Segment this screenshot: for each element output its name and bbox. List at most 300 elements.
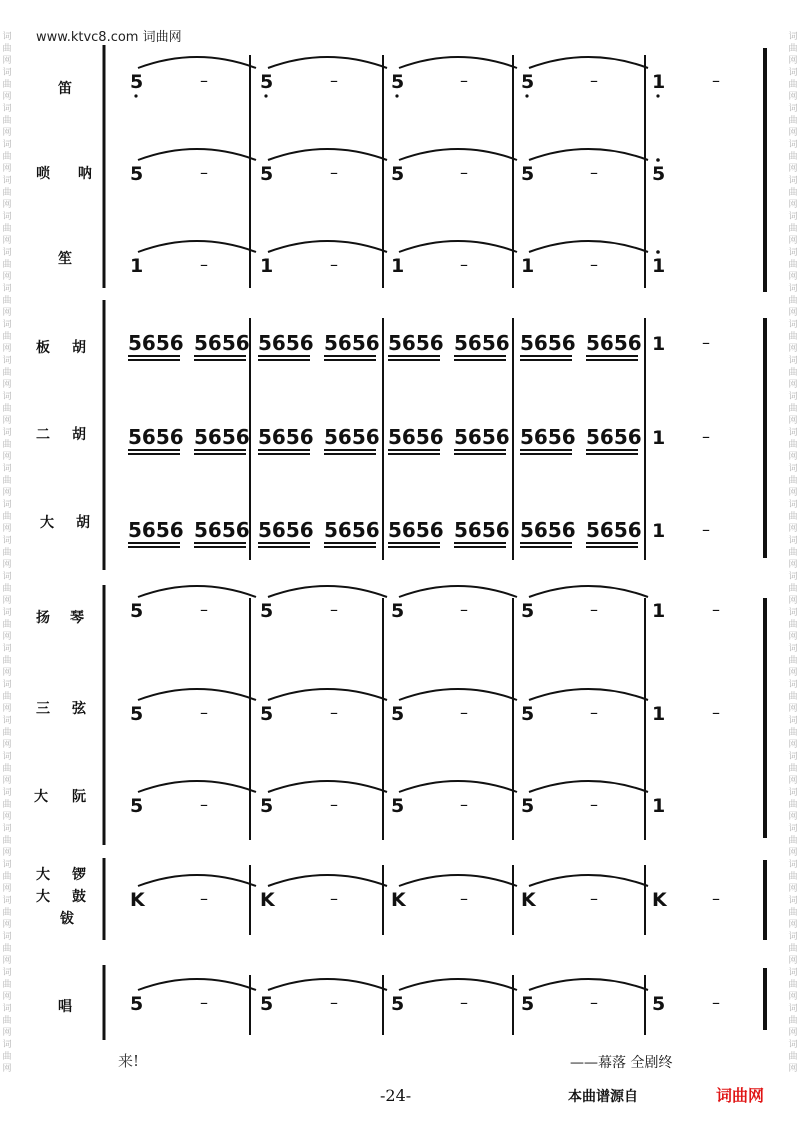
- note-1: 1: [652, 520, 666, 542]
- note-5: 5: [130, 600, 144, 622]
- label-dahu-2: 胡: [76, 515, 90, 531]
- watermark-char: 曲: [788, 511, 798, 521]
- source-label: 本曲谱源自: [568, 1089, 638, 1105]
- watermark-char: 词: [788, 715, 798, 725]
- sustain-dash: –: [590, 993, 598, 1012]
- octave-dot-low: [134, 94, 137, 97]
- note-5: 5: [521, 795, 535, 817]
- sustain-dash: –: [460, 795, 468, 814]
- note-5: 5: [260, 600, 274, 622]
- note-1: 1: [521, 255, 535, 277]
- watermark-char: 网: [2, 307, 12, 317]
- watermark-char: 曲: [788, 79, 798, 89]
- sustain-dash: –: [200, 703, 208, 722]
- watermark-char: 词: [788, 535, 798, 545]
- watermark-char: 曲: [2, 907, 12, 917]
- watermark-char: 曲: [788, 475, 798, 485]
- label-banhu-2: 胡: [72, 340, 86, 356]
- watermark-char: 词: [2, 823, 12, 833]
- watermark-char: 网: [2, 811, 12, 821]
- note-run: 5656: [586, 331, 642, 355]
- watermark-char: 词: [788, 355, 798, 365]
- watermark-char: 网: [2, 883, 12, 893]
- watermark-char: 曲: [2, 691, 12, 701]
- sustain-dash: –: [460, 703, 468, 722]
- watermark-char: 网: [788, 451, 798, 461]
- watermark-char: 词: [2, 247, 12, 257]
- watermark-char: 词: [788, 175, 798, 185]
- label-suona-1: 唢: [36, 166, 50, 182]
- watermark-char: 网: [788, 667, 798, 677]
- tie-arc: [529, 781, 648, 792]
- sustain-dash: –: [712, 703, 720, 722]
- watermark-char: 曲: [2, 799, 12, 809]
- watermark-char: 网: [788, 811, 798, 821]
- watermark-char: 网: [788, 271, 798, 281]
- note-1: 1: [652, 255, 666, 277]
- label-daluo-2: 锣: [72, 867, 86, 883]
- note-run: 5656: [258, 518, 314, 542]
- note-5: 5: [130, 795, 144, 817]
- brand-logo[interactable]: 词曲网: [716, 1086, 765, 1105]
- sustain-dash: –: [200, 163, 208, 182]
- watermark-char: 网: [788, 343, 798, 353]
- tie-arc: [268, 979, 387, 990]
- watermark-char: 曲: [788, 655, 798, 665]
- sustain-dash: –: [590, 600, 598, 619]
- watermark-char: 词: [788, 787, 798, 797]
- watermark-char: 网: [788, 919, 798, 929]
- watermark-char: 曲: [788, 619, 798, 629]
- watermark-char: 网: [788, 163, 798, 173]
- watermark-char: 曲: [788, 115, 798, 125]
- tie-arc: [399, 781, 517, 792]
- note-run: 5656: [258, 331, 314, 355]
- note-run: 5656: [520, 518, 576, 542]
- label-banhu-1: 板: [36, 340, 50, 356]
- tie-arc: [138, 689, 256, 700]
- label-erhu-1: 二: [36, 427, 50, 443]
- watermark-char: 网: [788, 55, 798, 65]
- tie-arc: [268, 689, 387, 700]
- octave-dot-high: [656, 250, 660, 254]
- watermark-char: 词: [788, 607, 798, 617]
- watermark-char: 网: [788, 739, 798, 749]
- note-5: 5: [521, 71, 535, 93]
- watermark-char: 曲: [2, 871, 12, 881]
- watermark-char: 词: [2, 715, 12, 725]
- watermark-char: 曲: [788, 151, 798, 161]
- watermark-char: 网: [788, 631, 798, 641]
- note-1: 1: [260, 255, 274, 277]
- watermark-char: 网: [2, 775, 12, 785]
- label-sheng: 笙: [58, 251, 72, 267]
- octave-dot-low: [656, 94, 659, 97]
- sustain-dash: –: [460, 163, 468, 182]
- note-5: 5: [391, 795, 405, 817]
- note-5: 5: [521, 993, 535, 1015]
- watermark-char: 网: [2, 415, 12, 425]
- watermark-char: 网: [2, 1027, 12, 1037]
- sustain-dash: –: [330, 255, 338, 274]
- watermark-char: 词: [788, 391, 798, 401]
- watermark-char: 词: [788, 427, 798, 437]
- watermark-char: 曲: [788, 439, 798, 449]
- sustain-dash: –: [460, 71, 468, 90]
- watermark-char: 词: [2, 1039, 12, 1049]
- ending-text: ——幕落 全剧终: [570, 1055, 673, 1071]
- sustain-dash: –: [200, 600, 208, 619]
- watermark-char: 词: [2, 787, 12, 797]
- watermark-char: 曲: [2, 43, 12, 53]
- watermark-char: 词: [2, 391, 12, 401]
- label-dagu-2: 鼓: [72, 889, 86, 905]
- label-cymbal: 钹: [60, 911, 74, 927]
- note-5: 5: [391, 993, 405, 1015]
- note-1: 1: [652, 427, 666, 449]
- watermark-char: 曲: [788, 1051, 798, 1061]
- watermark-char: 词: [788, 499, 798, 509]
- watermark-char: 词: [2, 103, 12, 113]
- watermark-char: 曲: [2, 979, 12, 989]
- page-number: -24-: [380, 1086, 412, 1105]
- note-run: 5656: [128, 425, 184, 449]
- note-5: 5: [260, 163, 274, 185]
- note-K: K: [260, 889, 275, 911]
- watermark-char: 曲: [2, 655, 12, 665]
- tie-arc: [268, 149, 387, 160]
- watermark-char: 词: [2, 283, 12, 293]
- sustain-dash: –: [712, 993, 720, 1012]
- sustain-dash: –: [590, 71, 598, 90]
- watermark-char: 曲: [2, 943, 12, 953]
- sustain-dash: –: [702, 427, 710, 446]
- note-5: 5: [260, 795, 274, 817]
- note-run: 5656: [586, 425, 642, 449]
- note-5: 5: [260, 71, 274, 93]
- watermark-char: 网: [2, 199, 12, 209]
- tie-arc: [529, 979, 648, 990]
- watermark-char: 词: [788, 823, 798, 833]
- watermark-char: 词: [788, 751, 798, 761]
- note-5: 5: [130, 71, 144, 93]
- label-yangqin-2: 琴: [70, 610, 84, 626]
- label-sanxian-1: 三: [36, 701, 50, 717]
- note-5: 5: [521, 600, 535, 622]
- label-daruan-1: 大: [34, 789, 48, 805]
- note-run: 5656: [388, 518, 444, 542]
- note-run: 5656: [324, 425, 380, 449]
- watermark-char: 网: [788, 559, 798, 569]
- watermark-char: 词: [2, 31, 12, 41]
- watermark-char: 曲: [788, 367, 798, 377]
- watermark-char: 网: [788, 775, 798, 785]
- watermark-char: 词: [788, 679, 798, 689]
- watermark-char: 曲: [788, 799, 798, 809]
- note-run: 5656: [520, 331, 576, 355]
- watermark-char: 曲: [788, 727, 798, 737]
- tie-arc: [399, 57, 517, 68]
- watermark-char: 网: [2, 919, 12, 929]
- watermark-char: 曲: [2, 367, 12, 377]
- tie-arc: [399, 586, 517, 597]
- note-5: 5: [260, 703, 274, 725]
- watermark-char: 曲: [2, 547, 12, 557]
- watermark-char: 词: [2, 895, 12, 905]
- note-run: 5656: [128, 518, 184, 542]
- tie-arc: [268, 875, 387, 886]
- note-5: 5: [130, 163, 144, 185]
- sustain-dash: –: [200, 795, 208, 814]
- watermark-char: 曲: [2, 1015, 12, 1025]
- watermark-char: 曲: [788, 979, 798, 989]
- note-5: 5: [521, 163, 535, 185]
- watermark-char: 网: [2, 991, 12, 1001]
- watermark-char: 词: [2, 643, 12, 653]
- sustain-dash: –: [200, 889, 208, 908]
- note-run: 5656: [194, 331, 250, 355]
- note-run: 5656: [194, 425, 250, 449]
- watermark-char: 词: [2, 571, 12, 581]
- tie-arc: [138, 241, 256, 252]
- watermark-char: 曲: [2, 727, 12, 737]
- watermark-char: 网: [788, 415, 798, 425]
- watermark-char: 词: [2, 427, 12, 437]
- sustain-dash: –: [460, 889, 468, 908]
- watermark-char: 网: [2, 739, 12, 749]
- watermark-char: 曲: [788, 583, 798, 593]
- note-5: 5: [130, 993, 144, 1015]
- watermark-char: 曲: [2, 223, 12, 233]
- watermark-char: 网: [788, 199, 798, 209]
- watermark-char: 曲: [788, 547, 798, 557]
- watermark-char: 词: [2, 319, 12, 329]
- label-dahu-1: 大: [40, 515, 54, 531]
- watermark-char: 曲: [788, 763, 798, 773]
- sustain-dash: –: [590, 163, 598, 182]
- watermark-char: 网: [788, 991, 798, 1001]
- watermark-char: 网: [2, 667, 12, 677]
- note-5: 5: [391, 600, 405, 622]
- tie-arc: [138, 979, 256, 990]
- note-5: 5: [652, 163, 666, 185]
- watermark-char: 词: [2, 931, 12, 941]
- octave-dot-low: [395, 94, 398, 97]
- watermark-char: 网: [788, 235, 798, 245]
- watermark-char: 网: [2, 1063, 12, 1073]
- watermark-char: 网: [788, 523, 798, 533]
- watermark-char: 词: [788, 247, 798, 257]
- watermark-char: 网: [2, 703, 12, 713]
- watermark-char: 词: [788, 643, 798, 653]
- watermark-char: 曲: [788, 259, 798, 269]
- tie-arc: [138, 781, 256, 792]
- watermark-char: 网: [2, 955, 12, 965]
- sustain-dash: –: [590, 703, 598, 722]
- tie-arc: [138, 149, 256, 160]
- sustain-dash: –: [330, 71, 338, 90]
- tie-arc: [529, 689, 648, 700]
- label-sanxian-2: 弦: [72, 701, 86, 717]
- watermark-char: 曲: [788, 43, 798, 53]
- watermark-char: 词: [788, 31, 798, 41]
- sustain-dash: –: [702, 520, 710, 539]
- watermark-char: 网: [2, 235, 12, 245]
- watermark-char: 曲: [2, 295, 12, 305]
- watermark-char: 词: [2, 751, 12, 761]
- note-run: 5656: [520, 425, 576, 449]
- sustain-dash: –: [330, 993, 338, 1012]
- watermark-char: 网: [2, 127, 12, 137]
- sustain-dash: –: [200, 993, 208, 1012]
- label-erhu-2: 胡: [72, 427, 86, 443]
- sustain-dash: –: [460, 993, 468, 1012]
- note-5: 5: [130, 703, 144, 725]
- watermark-char: 曲: [788, 331, 798, 341]
- watermark-char: 词: [2, 67, 12, 77]
- watermark-char: 词: [2, 139, 12, 149]
- watermark-char: 曲: [788, 943, 798, 953]
- watermark-char: 词: [788, 67, 798, 77]
- footer-left-fragment: 来!: [118, 1052, 140, 1070]
- watermark-char: 网: [2, 847, 12, 857]
- watermark-char: 曲: [2, 583, 12, 593]
- watermark-char: 词: [788, 1039, 798, 1049]
- sustain-dash: –: [590, 795, 598, 814]
- watermark-char: 词: [2, 463, 12, 473]
- sustain-dash: –: [200, 71, 208, 90]
- watermark-char: 词: [788, 463, 798, 473]
- watermark-char: 词: [788, 571, 798, 581]
- watermark-char: 曲: [2, 619, 12, 629]
- label-di: 笛: [58, 81, 72, 97]
- watermark-char: 曲: [788, 691, 798, 701]
- watermark-char: 词: [788, 931, 798, 941]
- tie-arc: [399, 979, 517, 990]
- watermark-char: 曲: [2, 187, 12, 197]
- watermark-char: 词: [2, 967, 12, 977]
- watermark-char: 网: [788, 379, 798, 389]
- sustain-dash: –: [330, 795, 338, 814]
- sustain-dash: –: [330, 600, 338, 619]
- tie-arc: [268, 241, 387, 252]
- watermark-char: 曲: [2, 511, 12, 521]
- note-5: 5: [652, 993, 666, 1015]
- tie-arc: [399, 875, 517, 886]
- label-dagu-1: 大: [36, 889, 50, 905]
- watermark-char: 网: [2, 379, 12, 389]
- watermark-char: 网: [2, 271, 12, 281]
- watermark-char: 词: [2, 607, 12, 617]
- watermark-char: 曲: [788, 907, 798, 917]
- note-run: 5656: [324, 518, 380, 542]
- note-1: 1: [652, 71, 666, 93]
- note-K: K: [391, 889, 406, 911]
- note-1: 1: [652, 600, 666, 622]
- note-run: 5656: [454, 518, 510, 542]
- note-run: 5656: [128, 331, 184, 355]
- octave-dot-low: [525, 94, 528, 97]
- tie-arc: [529, 875, 648, 886]
- watermark-char: 曲: [2, 115, 12, 125]
- watermark-char: 网: [788, 1063, 798, 1073]
- watermark-char: 曲: [788, 187, 798, 197]
- note-5: 5: [521, 703, 535, 725]
- tie-arc: [399, 689, 517, 700]
- watermark-char: 词: [788, 319, 798, 329]
- tie-arc: [529, 586, 648, 597]
- watermark-char: 曲: [2, 835, 12, 845]
- watermark-char: 词: [2, 535, 12, 545]
- note-5: 5: [391, 71, 405, 93]
- tie-arc: [268, 586, 387, 597]
- watermark-char: 曲: [2, 331, 12, 341]
- watermark-char: 网: [788, 91, 798, 101]
- watermark-char: 网: [788, 847, 798, 857]
- note-1: 1: [652, 703, 666, 725]
- watermark-char: 网: [788, 703, 798, 713]
- watermark-char: 词: [788, 283, 798, 293]
- label-daluo-1: 大: [36, 867, 50, 883]
- watermark-char: 网: [788, 883, 798, 893]
- watermark-char: 网: [2, 559, 12, 569]
- tie-arc: [529, 241, 648, 252]
- label-daruan-2: 阮: [72, 789, 86, 805]
- watermark-char: 词: [788, 1003, 798, 1013]
- watermark-char: 网: [2, 55, 12, 65]
- note-run: 5656: [194, 518, 250, 542]
- watermark-char: 网: [788, 955, 798, 965]
- watermark-char: 网: [2, 451, 12, 461]
- watermark-char: 网: [2, 631, 12, 641]
- watermark-char: 网: [2, 595, 12, 605]
- sustain-dash: –: [460, 600, 468, 619]
- watermark-char: 网: [788, 1027, 798, 1037]
- watermark-char: 网: [788, 127, 798, 137]
- watermark-char: 词: [2, 1003, 12, 1013]
- note-run: 5656: [324, 331, 380, 355]
- label-chang: 唱: [58, 999, 72, 1015]
- sustain-dash: –: [330, 889, 338, 908]
- tie-arc: [268, 57, 387, 68]
- note-1: 1: [391, 255, 405, 277]
- note-run: 5656: [454, 425, 510, 449]
- watermark-char: 曲: [2, 79, 12, 89]
- note-K: K: [130, 889, 145, 911]
- note-K: K: [521, 889, 536, 911]
- watermark-char: 词: [788, 103, 798, 113]
- sustain-dash: –: [330, 163, 338, 182]
- note-K: K: [652, 889, 667, 911]
- watermark-url: www.ktvc8.com 词曲网: [36, 30, 182, 45]
- watermark-char: 词: [788, 967, 798, 977]
- watermark-char: 词: [2, 211, 12, 221]
- octave-dot-high: [656, 158, 660, 162]
- watermark-char: 词: [788, 211, 798, 221]
- note-1: 1: [652, 333, 666, 355]
- note-5: 5: [391, 703, 405, 725]
- watermark-char: 曲: [788, 871, 798, 881]
- tie-arc: [399, 149, 517, 160]
- note-run: 5656: [454, 331, 510, 355]
- watermark-char: 曲: [788, 223, 798, 233]
- watermark-char: 网: [788, 595, 798, 605]
- watermark-char: 曲: [2, 475, 12, 485]
- watermark-char: 词: [2, 175, 12, 185]
- sustain-dash: –: [712, 889, 720, 908]
- watermark-char: 曲: [2, 151, 12, 161]
- watermark-char: 词: [788, 895, 798, 905]
